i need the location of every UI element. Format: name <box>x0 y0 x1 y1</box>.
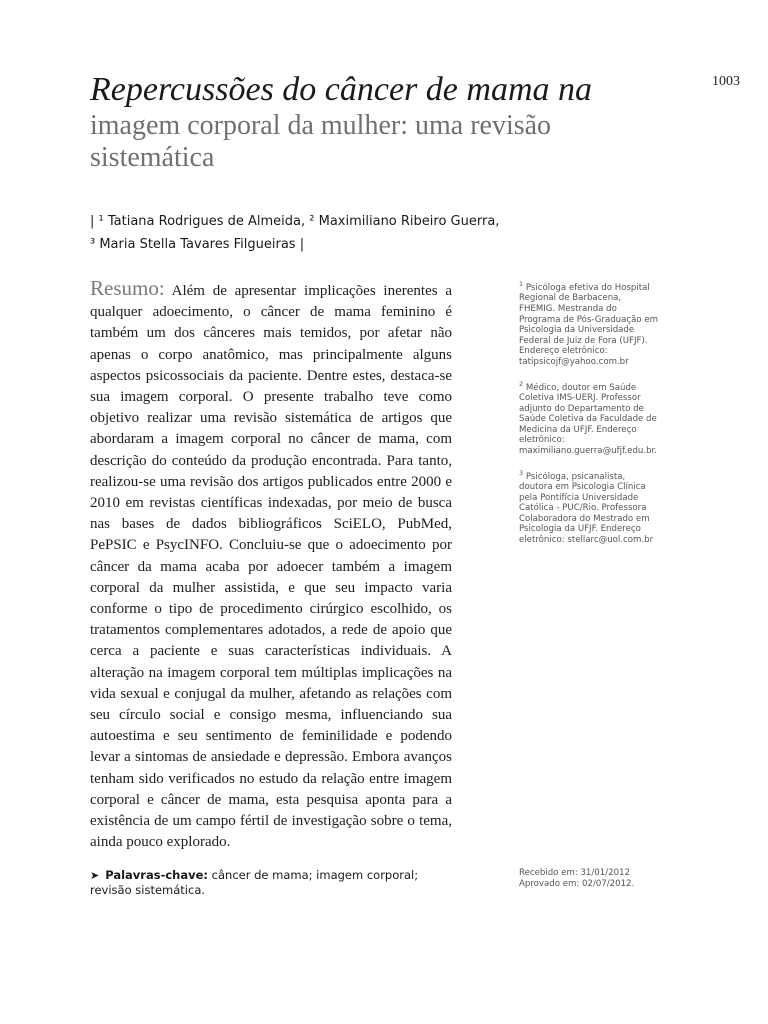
abstract-text: Além de apresentar implicações inerentes a qualquer adoecimento, o câncer de mama feminino é também um dos cânceres mais temidos, por afetar não apenas o corpo anatômico, mas principalmente alguns aspectos psicossociais da paciente. Dentre estes, destaca-se sua imagem corporal. O presente trabalho teve como objetivo realizar uma revisão sistemática de artigos que abordaram a imagem corporal no câncer de mama, com descrição do conteúdo da produção encontrada. Para tanto, realizou-se uma revisão dos artigos publicados entre 2000 e 2010 em revistas científicas indexadas, por meio de busca nas bases de dados bibliográficos SciELO, PubMed, PePSIC e PsycINFO. Concluiu-se que o adoecimento por câncer da mama acaba por adoecer também a imagem corporal da mulher assistida, e que seu impacto varia conforme o tipo de procedimento cirúrgico escolhido, os tratamentos complementares adotados, a rede de apoio que cerca a paciente e suas características individuais. A alteração na imagem corporal tem múltiplas implicações na vida sexual e conjugal da mulher, afetando as relações com seu círculo social e consigo mesma, influenciando sua autoestima e seu sentimento de feminilidade e podendo levar a sintomas de ansiedade e depressão. Embora avanços tenham sido verificados no estudo da relação entre imagem corporal e câncer de mama, esta pesquisa aponta para a existência de um campo fértil de investigação sobre o tema, ainda pouco explorado. <box>90 283 452 851</box>
received-date: Recebido em: 31/01/2012 <box>519 868 630 878</box>
authors-line-1: | ¹ Tatiana Rodrigues de Almeida, ² Maximiliano Ribeiro Guerra, <box>90 214 500 229</box>
footnote-1-number: 1 <box>519 280 524 288</box>
keywords-label: Palavras-chave: <box>105 868 209 882</box>
footnote-3-text: Psicóloga, psicanalista, doutora em Psicologia Clínica pela Pontifícia Universidade Católica - PUC/Rio. Professora Colaboradora do Mestrado em Psicologia da UFJF. Endereço eletrônico: stellarc@uol.com.br <box>519 471 654 546</box>
footnote-3 <box>519 468 659 546</box>
footnote-1 <box>519 279 659 368</box>
keywords <box>90 868 452 897</box>
authors-line-2: ³ Maria Stella Tavares Filgueiras | <box>90 237 305 252</box>
abstract <box>90 278 452 853</box>
approved-date: Aprovado em: 02/07/2012. <box>519 879 635 889</box>
footnote-1-text: Psicóloga efetiva do Hospital Regional de Barbacena, FHEMIG. Mestranda do Programa de Pós-Graduação em Psicologia da Universidade Federal de Juiz de Fora (UFJF). Endereço eletrônico: tatipsicojf@yahoo.com.br <box>519 282 659 368</box>
keywords-text: câncer de mama; imagem corporal; revisão sistemática. <box>90 868 419 897</box>
footnote-2-number: 2 <box>519 379 524 388</box>
title-line-2: imagem corporal da mulher: uma revisão <box>90 110 552 141</box>
article-title <box>90 70 690 174</box>
arrow-icon: ➤ <box>90 869 100 882</box>
authors <box>90 210 570 256</box>
footnote-2 <box>519 379 659 457</box>
submission-dates <box>519 868 679 890</box>
footnote-2-text: Médico, doutor em Saúde Coletiva IMS-UERJ. Professor adjunto do Departamento de Saúde Coletiva da Faculdade de Medicina da UFJF. Endereço eletrônico: maximiliano.guerra@ufjf.edu.br. <box>519 382 658 457</box>
title-line-1: Repercussões do câncer de mama na <box>90 71 592 108</box>
author-footnotes <box>519 279 659 557</box>
title-line-3: sistemática <box>90 142 215 173</box>
footnote-3-number: 3 <box>519 468 524 477</box>
abstract-label: Resumo: <box>90 276 165 300</box>
page-number: 1003 <box>712 74 740 89</box>
